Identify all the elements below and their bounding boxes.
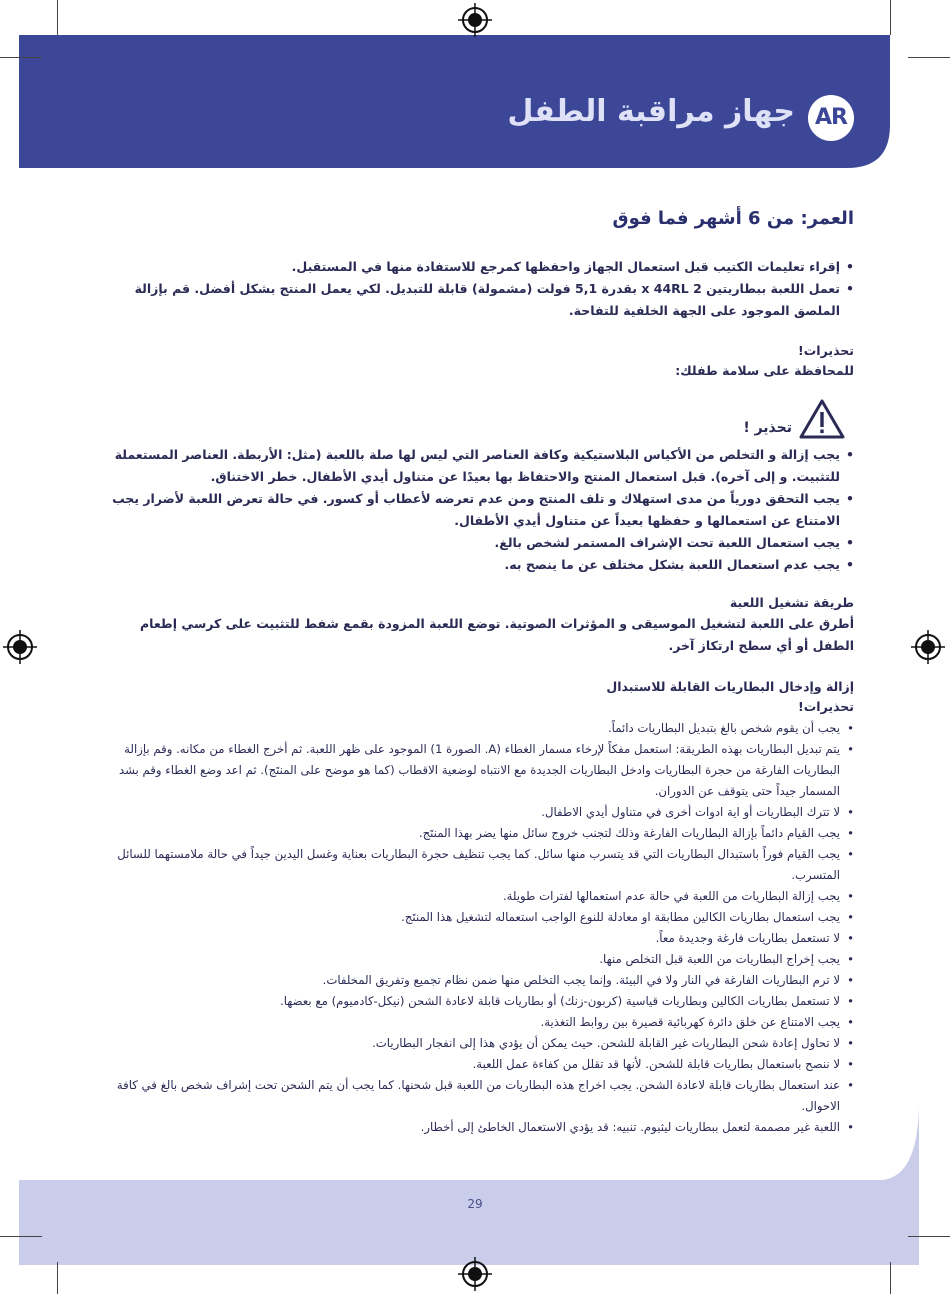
list-item: • يجب إزالة البطاريات من اللعبة في حالة عدم استعمالها لفترات طويلة. <box>96 886 854 907</box>
list-item: • عند استعمال بطاريات قابلة لاعادة الشحن. يجب اخراج هذه البطاريات من اللعبة قبل شحنها. كما يجب أن يتم الشحن تحت إشراف شخص بالغ في كافة الاحوال. <box>96 1075 854 1117</box>
warning-triangle-icon <box>798 398 846 440</box>
crop-mark <box>57 1262 58 1294</box>
list-item: • يجب عدم استعمال اللعبة بشكل مختلف عن ما ينصح به. <box>96 554 854 576</box>
crop-mark <box>0 1236 42 1237</box>
list-item: • لا تستعمل بطاريات فارغة وجديدة معاً. <box>96 928 854 949</box>
intro-list <box>96 256 854 322</box>
warnings-subtitle: للمحافظة على سلامة طفلك: <box>675 363 854 378</box>
registration-mark-icon <box>458 3 492 37</box>
registration-mark-icon <box>911 630 945 664</box>
list-item: • لا تحاول إعادة شحن البطاريات غير القابلة للشحن. حيث يمكن أن يؤدي هذا إلى انفجار البطاريات. <box>96 1033 854 1054</box>
list-item: • يجب استعمال اللعبة تحت الإشراف المستمر لشخص بالغ. <box>96 532 854 554</box>
list-item: • يجب التحقق دورياً من مدى استهلاك و تلف المنتج ومن عدم تعرضه لأعطاب أو كسور. في حالة تعرض اللعبة لأضرار يجب الامتناع عن استعمالها و حفظها بعيداً عن متناول أيدي الأطفال. <box>96 488 854 532</box>
crop-mark <box>0 57 42 58</box>
crop-mark <box>908 57 950 58</box>
warning-label: تحذير ! <box>743 420 792 436</box>
warnings-title: تحذيرات! <box>798 343 854 358</box>
list-item: • لا ترم البطاريات الفارغة في النار ولا في البيئة. وإنما يجب التخلص منها ضمن نظام تجميع وتفريق المخلفات. <box>96 970 854 991</box>
battery-list <box>96 718 854 1138</box>
list-item: • يجب أن يقوم شخص بالغ بتبديل البطاريات دائماً. <box>96 718 854 739</box>
battery-title: إزالة وإدخال البطاريات القابلة للاستبدال <box>606 679 854 694</box>
list-item: • يتم تبديل البطاريات بهذه الطريقة: استعمل مفكاً لإرخاء مسمار الغطاء (A. الصورة 1) الموجود على ظهر اللعبة. ثم أخرج الغطاء من مكانه. وقم بإزالة البطاريات الفارغة من حجرة البطاريات وادخل البطاريات الجديدة مع الانتباه لوضعية الاقطاب (كما هو موضح على المنتَج). ثم اعد وضع الغطاء وقم بشد المسمار جيداً حتى يتوقف عن الدوران. <box>96 739 854 802</box>
list-item: • تعمل اللعبة ببطاريتين 2 x 44RL بقدرة 5,1 فولت (مشمولة) قابلة للتبديل. لكي يعمل المنتج بشكل أفضل. قم بإزالة الملصق الموجود على الجهة الخلفية للتفاحة. <box>96 278 854 322</box>
operation-text: أطرق على اللعبة لتشغيل الموسيقى و المؤثرات الصوتية. توضع اللعبة المزودة بقمع شفط للتثبيت على كرسي إطعام الطفل أو أي سطح ارتكاز آخر. <box>140 616 854 653</box>
list-item: • لا ننصح باستعمال بطاريات قابلة للشحن. لأنها قد تقلل من كفاءة عمل اللعبة. <box>96 1054 854 1075</box>
crop-mark <box>890 0 891 35</box>
registration-mark-icon <box>3 630 37 664</box>
list-item: • يجب إزالة و التخلص من الأكياس البلاستيكية وكافة العناصر التي ليس لها صلة باللعبة (مثل: الأربطة. العناصر المستعملة للتثبيت. و إلى آخره). قبل استعمال المنتج والاحتفاظ بها بعيدًا عن متناول أيدي الأطفال. خطر الاختناق. <box>96 444 854 488</box>
registration-mark-icon <box>458 1257 492 1291</box>
list-item: • اللعبة غير مصممة لتعمل ببطاريات ليثيوم. تنبيه: قد يؤدي الاستعمال الخاطئ إلى أخطار. <box>96 1117 854 1138</box>
warning-list <box>96 444 854 576</box>
list-item: • لا تترك البطاريات أو اية ادوات أخرى في متناول أيدي الاطفال. <box>96 802 854 823</box>
age-heading: العمر: من 6 أشهر فما فوق <box>612 208 854 229</box>
crop-mark <box>908 1236 950 1237</box>
battery-warnings-title: تحذيرات! <box>798 699 854 714</box>
language-badge: AR <box>808 95 854 141</box>
list-item: • يجب الامتناع عن خلق دائرة كهربائية قصيرة بين روابط التغذية. <box>96 1012 854 1033</box>
list-item: • إقراء تعليمات الكتيب قبل استعمال الجهاز واحفظها كمرجع للاستفادة منها في المستقبل. <box>96 256 854 278</box>
list-item: • يجب القيام فوراً باستبدال البطاريات التي قد يتسرب منها سائل. كما يجب تنظيف حجرة البطاريات بعناية وغسل اليدين جيداً في حالة ملامستهما للسائل المتسرب. <box>96 844 854 886</box>
list-item: • يجب إخراج البطاريات من اللعبة قبل التخلص منها. <box>96 949 854 970</box>
page-number: 29 <box>467 1197 483 1211</box>
list-item: • لا تستعمل بطاريات الكالين وبطاريات قياسية (كربون-زنك) أو بطاريات قابلة لاعادة الشحن (نيكل-كادميوم) مع بعضها. <box>96 991 854 1012</box>
operation-title: طريقة تشغيل اللعبة <box>729 595 854 610</box>
crop-mark <box>890 1262 891 1294</box>
page-title: جهاز مراقبة الطفل <box>507 94 795 129</box>
list-item: • يجب استعمال بطاريات الكالين مطابقة او معادلة للنوع الواجب استعماله لتشغيل هذا المنتَج. <box>96 907 854 928</box>
list-item: • يجب القيام دائماً بإزالة البطاريات الفارغة وذلك لتجنب خروج سائل منها يضر بهذا المنتَج. <box>96 823 854 844</box>
crop-mark <box>57 0 58 35</box>
